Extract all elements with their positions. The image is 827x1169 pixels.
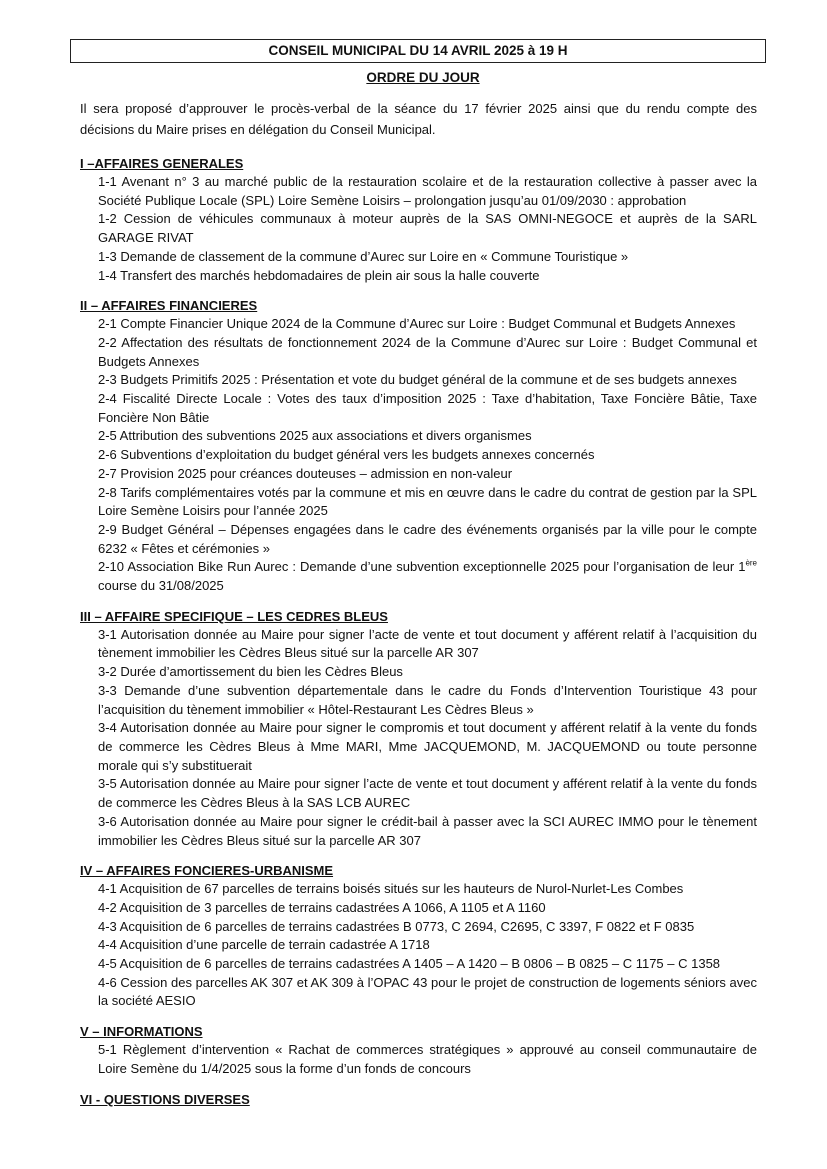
agenda-item-text: 2-1 Compte Financier Unique 2024 de la Commune d’Aurec sur Loire : Budget Communal et Budgets Annexes	[98, 316, 736, 332]
agenda-item	[98, 465, 757, 484]
agenda-item	[98, 390, 757, 427]
agenda-item-text: 2-9 Budget Général – Dépenses engagées dans le cadre des événements organisés par la ville pour le compte 6232 « Fêtes et cérémonies »	[98, 521, 757, 556]
agenda-item	[98, 267, 757, 286]
agenda-item	[98, 173, 757, 210]
agenda-section	[80, 296, 757, 596]
agenda-item	[98, 880, 757, 899]
agenda-sections	[80, 154, 766, 1109]
agenda-item	[98, 371, 757, 390]
agenda-item-text: 3-5 Autorisation donnée au Maire pour signer l’acte de vente et tout document y afférent relatif à la vente du fonds de commerce les Cèdres Bleus à la SAS LCB AUREC	[98, 776, 757, 811]
agenda-item-text: 2-7 Provision 2025 pour créances douteuses – admission en non-valeur	[98, 465, 513, 481]
meeting-title: CONSEIL MUNICIPAL DU 14 AVRIL 2025 à 19 H	[70, 39, 766, 63]
agenda-item-text: 4-3 Acquisition de 6 parcelles de terrains cadastrées B 0773, C 2694, C2695, C 3397, F 0822 et F 0835	[98, 918, 695, 934]
agenda-item	[98, 974, 757, 1011]
agenda-item	[98, 918, 757, 937]
agenda-item	[98, 315, 757, 334]
section-heading: I –AFFAIRES GENERALES	[80, 156, 244, 171]
agenda-item	[98, 446, 757, 465]
agenda-item	[98, 334, 757, 371]
agenda-item-text: 1-1 Avenant n° 3 au marché public de la restauration scolaire et de la restauration collective à passer avec la Société Publique Locale (SPL) Loire Semène Loisirs – prolongation jusqu’au 01/09/2030 : approbation	[98, 174, 757, 208]
document-page	[80, 39, 766, 1109]
agenda-item-text: 2-10 Association Bike Run Aurec : Demande d’une subvention exceptionnelle 2025 pour l’organisation de leur 1	[98, 559, 746, 575]
agenda-item	[98, 663, 757, 682]
agenda-section	[80, 607, 757, 850]
agenda-item-text: 3-1 Autorisation donnée au Maire pour signer l’acte de vente et tout document y afférent relatif à l’acquisition du tènement immobilier les Cèdres Bleus situé sur la parcelle AR 307	[98, 626, 757, 661]
agenda-item-text: 2-8 Tarifs complémentaires votés par la commune et mis en œuvre dans le cadre du contrat de gestion par la SPL Loire Semène Loisirs pour l’année 2025	[98, 484, 757, 519]
agenda-item-text: 4-6 Cession des parcelles AK 307 et AK 309 à l’OPAC 43 pour le projet de construction de logements séniors avec la société AESIO	[98, 974, 757, 1009]
agenda-item	[98, 521, 757, 558]
section-heading: VI - QUESTIONS DIVERSES	[80, 1091, 250, 1107]
agenda-section	[80, 1090, 757, 1109]
ordinal-superscript: ère	[745, 559, 757, 569]
agenda-item-text: 3-3 Demande d’une subvention départementale dans le cadre du Fonds d’Intervention Touristique 43 pour l’acquisition du tènement immobilier « Hôtel-Restaurant Les Cèdres Bleus »	[98, 682, 757, 717]
agenda-item	[98, 1041, 757, 1078]
agenda-item	[98, 210, 757, 247]
agenda-item-text: 4-1 Acquisition de 67 parcelles de terrains boisés situés sur les hauteurs de Nurol-Nurlet-Les Combes	[98, 881, 684, 897]
agenda-item	[98, 427, 757, 446]
section-heading: II – AFFAIRES FINANCIERES	[80, 298, 258, 314]
agenda-item-text: 2-4 Fiscalité Directe Locale : Votes des taux d’imposition 2025 : Taxe d’habitation, Taxe Foncière Bâtie, Taxe Foncière Non Bâtie	[98, 391, 757, 425]
section-heading: IV – AFFAIRES FONCIERES-URBANISME	[80, 863, 334, 879]
agenda-item-text: 1-2 Cession de véhicules communaux à moteur auprès de la SAS OMNI-NEGOCE et auprès de la SARL GARAGE RIVAT	[98, 211, 757, 246]
agenda-item	[98, 484, 757, 521]
agenda-item-text: 1-3 Demande de classement de la commune d’Aurec sur Loire en « Commune Touristique »	[98, 248, 629, 264]
agenda-item-text: 4-4 Acquisition d’une parcelle de terrain cadastrée A 1718	[98, 937, 430, 953]
agenda-item-text: 3-6 Autorisation donnée au Maire pour signer le crédit-bail à passer avec la SCI AUREC IMMO pour le tènement immobilier les Cèdres Bleus situé sur la parcelle AR 307	[98, 813, 757, 848]
agenda-item	[98, 775, 757, 812]
agenda-heading: ORDRE DU JOUR	[366, 70, 480, 85]
agenda-item	[98, 682, 757, 719]
agenda-item-text: 2-3 Budgets Primitifs 2025 : Présentation et vote du budget général de la commune et de ses budgets annexes	[98, 372, 737, 388]
section-heading: III – AFFAIRE SPECIFIQUE – LES CEDRES BLEUS	[80, 608, 388, 624]
agenda-section	[80, 1022, 757, 1078]
agenda-item-text: 2-2 Affectation des résultats de fonctionnement 2024 de la Commune d’Aurec sur Loire : Budget Communal et Budgets Annexes	[98, 334, 757, 369]
intro-paragraph: Il sera proposé d’approuver le procès-verbal de la séance du 17 février 2025 ainsi que du rendu compte des décisions du Maire prises en délégation du Conseil Municipal.	[80, 101, 757, 137]
agenda-item	[98, 955, 757, 974]
agenda-item-text: 4-2 Acquisition de 3 parcelles de terrains cadastrées A 1066, A 1105 et A 1160	[98, 899, 546, 915]
agenda-item-text: 5-1 Règlement d’intervention « Rachat de commerces stratégiques » approuvé au conseil communautaire de Loire Semène du 1/4/2025 sous la forme d’un fonds de concours	[98, 1042, 757, 1076]
agenda-item-text-continued: course du 31/08/2025	[98, 578, 224, 594]
agenda-section	[80, 154, 757, 285]
agenda-item	[98, 626, 757, 663]
agenda-item	[98, 248, 757, 267]
agenda-item	[98, 936, 757, 955]
agenda-item	[98, 813, 757, 850]
agenda-item	[98, 558, 757, 595]
agenda-item	[98, 719, 757, 775]
section-heading: V – INFORMATIONS	[80, 1024, 203, 1040]
agenda-section	[80, 861, 757, 1011]
agenda-item-text: 3-4 Autorisation donnée au Maire pour signer le compromis et tout document y afférent relatif à la vente du fonds de commerce les Cèdres Bleus à Mme MARI, Mme JACQUEMOND, M. JACQUEMOND ou toute personne morale qui s’y substituerait	[98, 720, 757, 773]
agenda-item-text: 3-2 Durée d’amortissement du bien les Cèdres Bleus	[98, 664, 403, 680]
agenda-item-text: 2-5 Attribution des subventions 2025 aux associations et divers organismes	[98, 428, 532, 444]
agenda-item-text: 1-4 Transfert des marchés hebdomadaires de plein air sous la halle couverte	[98, 267, 540, 283]
agenda-item-text: 2-6 Subventions d’exploitation du budget général vers les budgets annexes concernés	[98, 447, 595, 463]
agenda-item-text: 4-5 Acquisition de 6 parcelles de terrains cadastrées A 1405 – A 1420 – B 0806 – B 0825 – C 1175 – C 1358	[98, 956, 721, 972]
agenda-item	[98, 899, 757, 918]
